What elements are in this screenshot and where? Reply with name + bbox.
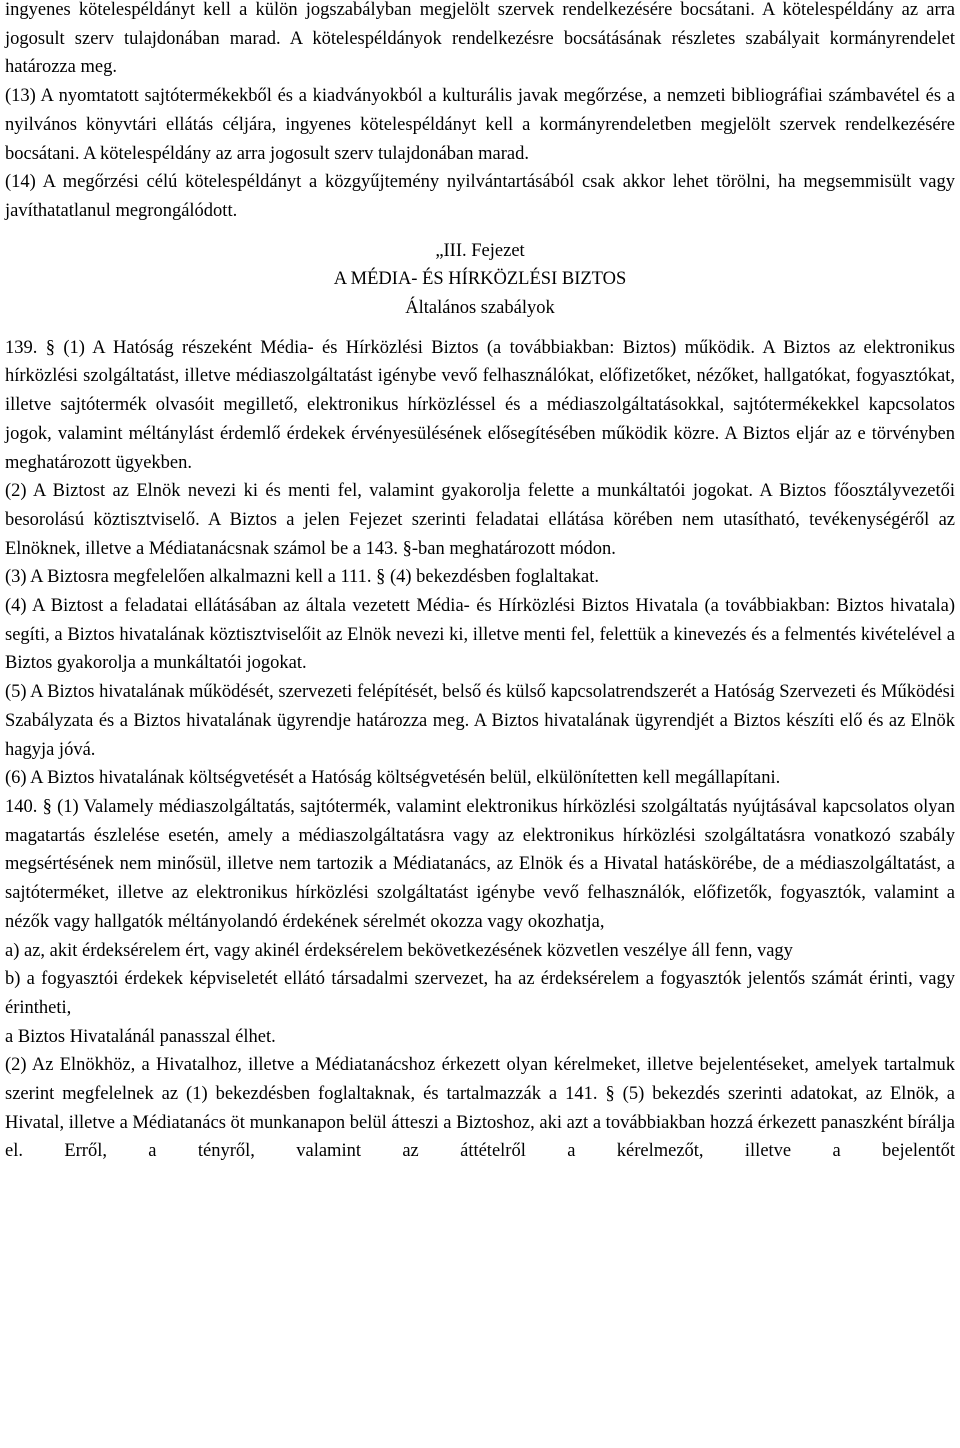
section-140-point-b: b) a fogyasztói érdekek képviseletét ellátó társadalmi szervezet, ha az érdeksérelem a fogyasztók jelentős számát érinti, vagy érintheti, [5, 969, 955, 1018]
section-140-point-a: a) az, akit érdeksérelem ért, vagy akinél érdeksérelem bekövetkezésének közvetlen veszélye áll fenn, vagy [5, 940, 793, 961]
section-139-paragraph-5: (5) A Biztos hivatalának működését, szervezeti felépítését, belső és külső kapcsolatrendszerét a Hatóság Szervezeti és Működési Szabályzata és a Biztos hivatalának ügyrendje határozza meg. A Biztos hivatalának ügyrendjét a Biztos készíti elő és az Elnök hagyja jóvá. [5, 682, 955, 760]
section-139-paragraph-4: (4) A Biztost a feladatai ellátásában az általa vezetett Média- és Hírközlési Biztos Hivatala (a továbbiakban: Biztos hivatala) segíti, a Biztos hivatalának köztisztviselőit az Elnök nevezi ki, illetve menti fel, felettük a kinevezés és a felmentés kivételével a Biztos gyakorolja a munkáltatói jogokat. [5, 596, 955, 674]
paragraph-14: (14) A megőrzési célú kötelespéldányt a közgyűjtemény nyilvántartásából csak akkor lehet törölni, ha megsemmisült vagy javíthatatlanul megrongálódott. [5, 172, 955, 221]
section-139-paragraph-6: (6) A Biztos hivatalának költségvetését a Hatóság költségvetésén belül, elkülönítetten kell megállapítani. [5, 768, 781, 789]
section-139-paragraph-2: (2) A Biztost az Elnök nevezi ki és menti fel, valamint gyakorolja felette a munkáltatói jogokat. A Biztos főosztályvezetői besorolású köztisztviselő. A Biztos a jelen Fejezet szerinti feladatai ellátása körében nem utasítható, tevékenységéről az Elnöknek, illetve a Médiatanácsnak számol be a 143. §-ban meghatározott módon. [5, 481, 955, 559]
paragraph-kotelespeldany-rules: ingyenes kötelespéldányt kell a külön jogszabályban megjelölt szervek rendelkezésére bocsátani. A kötelespéldány az arra jogosult szerv tulajdonában marad. A kötelespéldányok rendelkezésre bocsátásának részletes szabályait kormányrendelet határozza meg. [5, 0, 955, 78]
chapter-number: „III. Fejezet [435, 240, 525, 261]
chapter-subtitle: Általános szabályok [405, 298, 555, 319]
section-139-paragraph-1: 139. § (1) A Hatóság részeként Média- és Hírközlési Biztos (a továbbiakban: Biztos) működik. A Biztos az elektronikus hírközlési szolgáltatást, illetve médiaszolgáltatást igénybe vevő felhasználókat, előfizetőket, nézőket, hallgatókat, fogyasztókat, illetve sajtótermék olvasóit megillető, elektronikus hírközléssel és a médiaszolgáltatásokkal, sajtótermékekkel kapcsolatos jogok, valamint méltánylást érdemlő érdekek érvényesülésének elősegítésében működik közre. A Biztos eljár az e törvényben meghatározott ügyekben. [5, 337, 955, 473]
section-140-paragraph-1: 140. § (1) Valamely médiaszolgáltatás, sajtótermék, valamint elektronikus hírközlési szolgáltatás nyújtásával kapcsolatos olyan magatartás észlelése esetén, amely a médiaszolgáltatásra vagy az elektronikus hírközlési szolgáltatásra vonatkozó szabály megsértésének nem minősül, illetve nem tartozik a Médiatanács, az Elnök és a Hivatal hatáskörébe, de a médiaszolgáltatást, a sajtóterméket, illetve az elektronikus hírközlési szolgáltatást igénybe vevő felhasználók, előfizetők, fogyasztók, valamint a nézők vagy hallgatók méltányolandó érdekének sérelmét okozza vagy okozhatja, [5, 796, 955, 932]
chapter-heading [5, 237, 955, 323]
section-140-closing-line: a Biztos Hivatalánál panasszal élhet. [5, 1026, 276, 1047]
chapter-title: A MÉDIA- ÉS HÍRKÖZLÉSI BIZTOS [333, 269, 627, 290]
document-page [5, 0, 955, 1166]
paragraph-13: (13) A nyomtatott sajtótermékekből és a kiadványokból a kulturális javak megőrzése, a nemzeti bibliográfiai számbavétel és a nyilvános könyvtári ellátás céljára, ingyenes kötelespéldányt kell a kormányrendeletben megjelölt szervek rendelkezésére bocsátani. A kötelespéldány az arra jogosult szerv tulajdonában marad. [5, 86, 955, 164]
section-139-paragraph-3: (3) A Biztosra megfelelően alkalmazni kell a 111. § (4) bekezdésben foglaltakat. [5, 567, 600, 588]
section-140-paragraph-2: (2) Az Elnökhöz, a Hivatalhoz, illetve a Médiatanácshoz érkezett olyan kérelmeket, illetve bejelentéseket, amelyek tartalmuk szerint megfelelnek az (1) bekezdésben foglaltaknak, és tartalmazzák a 141. § (5) bekezdés szerinti adatokat, az Elnök, a Hivatal, illetve a Médiatanács öt munkanapon belül átteszi a Biztoshoz, aki azt a továbbiakban hozzá érkezett panaszként bírálja el. Erről, a tényről, valamint az áttételről a kérelmezőt, illetve a bejelentőt [5, 1055, 955, 1162]
